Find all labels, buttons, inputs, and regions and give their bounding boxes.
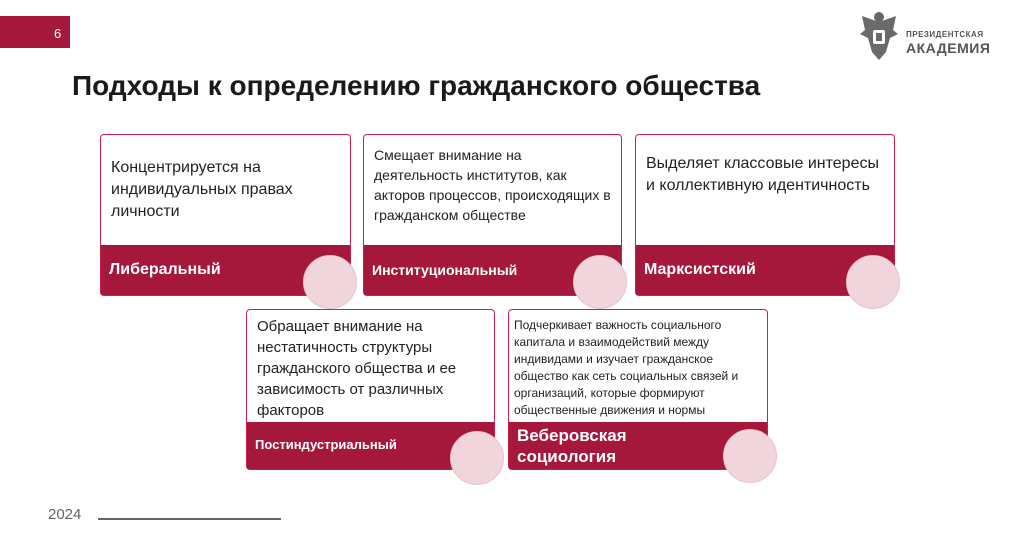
card-label: Постиндустриальный <box>255 437 397 452</box>
footer-year: 2024 <box>48 506 82 523</box>
card-description: Обращает внимание на нестатичность структуры гражданского общества и ее зависимость от различных факторов <box>257 318 457 419</box>
card-description: Выделяет классовые интересы и коллективную идентичность <box>646 155 879 194</box>
footer-divider <box>98 518 281 520</box>
decorative-circle <box>450 431 504 485</box>
approach-card-weberian <box>508 309 768 470</box>
page-title: Подходы к определению гражданского общества <box>72 70 761 101</box>
decorative-circle <box>303 255 357 309</box>
approach-card-institutional <box>363 134 622 296</box>
logo-text-main: АКАДЕМИЯ <box>906 40 991 56</box>
approach-card-liberal <box>100 134 351 296</box>
card-label: Либеральный <box>109 261 221 278</box>
eagle-emblem-icon <box>858 8 900 64</box>
card-description: Концентрируется на индивидуальных правах личности <box>111 159 293 220</box>
approach-card-postindustrial <box>246 309 495 470</box>
card-label: Институциональный <box>372 262 518 278</box>
card-description: Подчеркивает важность социального капитала и взаимодействий между индивидами и изучает гражданское общество как сеть социальных связей и организаций, которые формируют общественные движения и нормы <box>514 318 739 417</box>
card-description: Смещает внимание на деятельность институтов, как акторов процессов, происходящих в гражданском обществе <box>374 147 611 223</box>
slide-number: 6 <box>54 26 62 41</box>
academy-logo <box>858 8 998 68</box>
approach-card-marxist <box>635 134 895 296</box>
logo-text-top: ПРЕЗИДЕНТСКАЯ <box>906 30 984 39</box>
slide-number-badge <box>0 16 70 48</box>
decorative-circle <box>846 255 900 309</box>
decorative-circle <box>723 429 777 483</box>
decorative-circle <box>573 255 627 309</box>
card-label: Марксистский <box>644 261 756 278</box>
card-label: Веберовская социология <box>517 426 627 466</box>
